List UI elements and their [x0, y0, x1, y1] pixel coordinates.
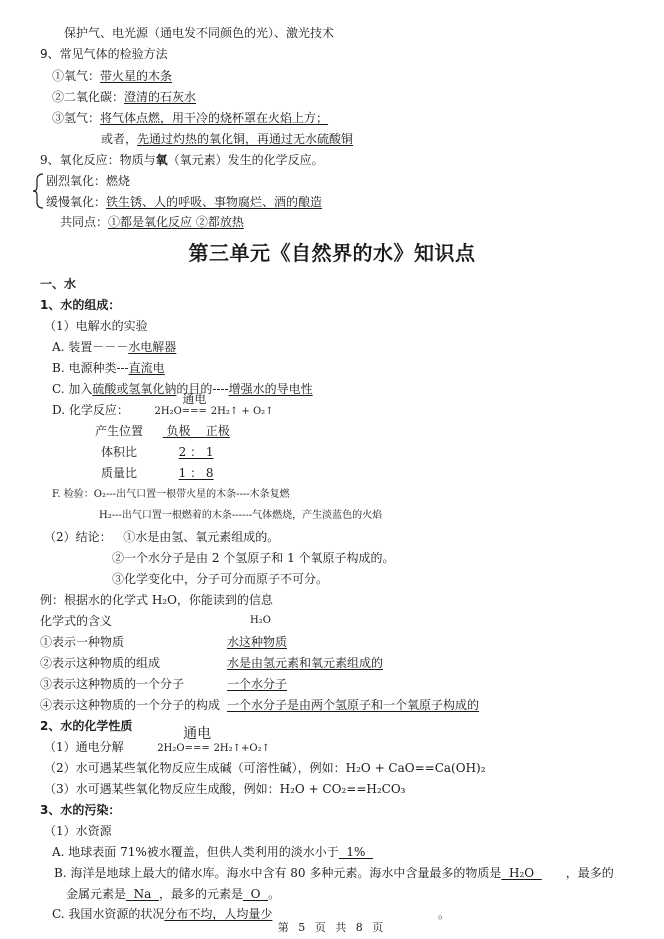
oxidation-heading-suffix: （氧元素）发生的化学反应。	[167, 153, 324, 167]
mass-value: 1 ： 8	[178, 466, 214, 480]
meaning-label: ③表示这种物质的一个分子	[40, 677, 185, 691]
resource-a	[52, 844, 373, 860]
item-d	[52, 392, 274, 420]
conclusion-text: ①水是由氢、氧元素组成的。	[123, 530, 280, 544]
gas-answer: 将气体点燃，用干冷的烧杯罩在火焰上方；	[100, 111, 329, 125]
conclusion-3: ③化学变化中，分子可分而原子不可分。	[112, 572, 329, 586]
volume-label: 体积比	[101, 445, 138, 459]
reaction-arrow	[181, 392, 207, 420]
prop-1-condition: 通电	[183, 726, 212, 742]
reaction-right: 2H₂↑ + O₂↑	[210, 406, 274, 417]
gas-label: ①氧气：	[52, 69, 101, 83]
meaning-label: ①表示一种物质	[40, 635, 125, 649]
resource-b-line2	[66, 886, 280, 902]
prop-1-right: 2H₂↑+O₂↑	[213, 743, 270, 754]
test-o2	[52, 487, 290, 503]
volume-value: 2 ： 1	[178, 445, 214, 459]
oxidation-heading-prefix: 9、氧化反应：物质与	[40, 153, 156, 167]
item-c-middle: 的目的----	[176, 382, 229, 396]
item-a	[52, 339, 176, 355]
meaning-label: ④表示这种物质的一个分子的构成	[40, 698, 221, 712]
position-pos: 正极	[205, 424, 230, 438]
alt-prefix: 或者，	[101, 132, 138, 146]
meaning-header: 化学式的含义	[40, 614, 113, 628]
resource-b-answer-3: O	[242, 887, 269, 901]
item-a-label: A. 装置－－－	[52, 340, 129, 354]
resource-b-prefix: 金属元素是	[66, 887, 127, 901]
item-c-underlined: 硫酸或氢氧化钠	[92, 382, 177, 396]
resource-b-text-2: ，最多的	[565, 866, 614, 880]
reaction-condition: 通电	[182, 392, 207, 406]
violent-oxidation	[46, 173, 130, 189]
volume-ratio-row	[101, 444, 214, 460]
gas-test-hydrogen	[52, 110, 328, 126]
violent-value: 燃烧	[106, 174, 131, 188]
item-c-answer: 增强水的导电性	[228, 382, 313, 396]
slow-oxidation	[46, 194, 322, 210]
item-b-answer: 直流电	[128, 361, 165, 375]
electrolysis-heading: （1）电解水的实验	[44, 319, 148, 333]
meaning-answer: 水是由氢元素和氧元素组成的	[227, 656, 384, 670]
prop-1-left: 2H₂O	[157, 743, 185, 754]
violent-label: 剧烈氧化：	[46, 174, 107, 188]
prop-1-arrow	[183, 726, 212, 757]
resource-a-text: A. 地球表面 71%被水覆盖，但供人类利用的淡水小于	[52, 845, 339, 859]
gas-answer: 澄清的石灰水	[124, 90, 197, 104]
resource-c-answer: 分布不均，人均量少	[164, 907, 273, 921]
resource-b	[54, 865, 614, 881]
test-h2: H₂---出气口置一根燃着的木条------气体燃烧，产生淡蓝色的火焰	[99, 510, 383, 521]
resource-c-text: C. 我国水资源的状况	[52, 907, 165, 921]
composition-heading: 1、水的组成：	[40, 298, 121, 312]
meaning-answer: 一个水分子	[227, 677, 288, 691]
gas-test-hydrogen-alt	[101, 131, 353, 147]
prop-1-equals: ===	[184, 743, 210, 754]
reaction-left: 2H₂O	[154, 406, 182, 417]
conclusion-label: （2）结论：	[44, 530, 112, 544]
slow-label: 缓慢氧化：	[46, 195, 107, 209]
position-neg: 负极	[166, 424, 191, 438]
conclusion-2: ②一个水分子是由 2 个氢原子和 1 个氧原子构成的。	[112, 551, 395, 565]
conclusion-1	[44, 529, 279, 545]
common-points	[60, 214, 244, 230]
item-b-label: B. 电源种类---	[52, 361, 129, 375]
gas-answer: 带火星的木条	[100, 69, 173, 83]
gas-test-co2	[52, 89, 196, 105]
prop-base: （2）水可遇某些氧化物反应生成碱（可溶性碱），例如：H₂O + CaO==Ca(OH)₂	[44, 761, 486, 775]
meaning-answer: 一个水分子是由两个氢原子和一个氧原子构成的	[227, 698, 480, 712]
item-d-label: D. 化学反应：	[52, 403, 129, 417]
curly-brace-icon	[32, 173, 44, 209]
item-b	[52, 360, 165, 376]
resource-b-mid: ，最多的元素是	[158, 887, 243, 901]
intro-line: 保护气、电光源（通电发不同颜色的光）、激光技术	[64, 26, 335, 40]
meaning-answer: 水这种物质	[227, 635, 288, 649]
oxidation-heading-bold: 氧	[155, 153, 168, 167]
resource-b-text: B. 海洋是地球上最大的储水库。海水中含有 80 多种元素。海水中含量最多的物质是	[54, 866, 502, 880]
position-values	[163, 424, 230, 438]
example-line: 例：根据水的化学式 H₂O，你能读到的信息	[40, 593, 273, 607]
resource-b-answer-1: H₂O	[501, 866, 542, 880]
common-label: 共同点：	[60, 215, 109, 229]
item-c-prefix: C. 加入	[52, 382, 93, 396]
page-number: 第 5 页 共 8 页	[277, 921, 387, 934]
resources-heading: （1）水资源	[44, 824, 112, 838]
item-a-answer: 水电解器	[128, 340, 177, 354]
common-value: ①都是氧化反应 ②都放热	[108, 215, 244, 229]
gas-tests-heading: 9、常见气体的检验方法	[40, 47, 168, 61]
resource-b-answer-2: Na	[126, 887, 159, 901]
alt-answer: 先通过灼热的氧化铜，再通过无水硫酸铜	[137, 132, 354, 146]
meaning-label: ②表示这种物质的组成	[40, 656, 161, 670]
reaction-equals: ===	[181, 406, 207, 417]
chemical-props-heading: 2、水的化学性质	[40, 719, 133, 733]
gas-label: ②二氧化碳：	[52, 90, 125, 104]
gas-position-row	[95, 423, 230, 439]
resource-a-answer: 1%	[338, 845, 374, 859]
test-o2-text: O₂---出气口置一根带火星的木条----木条复燃	[93, 489, 290, 500]
section-water: 一、水	[40, 277, 77, 291]
prop-electrolysis	[44, 726, 270, 757]
resource-c-end: 。	[438, 907, 451, 921]
resource-b-end: 。	[268, 887, 281, 901]
gas-test-oxygen	[52, 68, 172, 84]
test-label: F. 检验：	[52, 489, 94, 500]
mass-ratio-row	[101, 465, 214, 481]
position-label: 产生位置	[95, 424, 144, 438]
formula-header: H₂O	[250, 615, 271, 626]
gas-label: ③氢气：	[52, 111, 101, 125]
pollution-heading: 3、水的污染：	[40, 803, 121, 817]
slow-value: 铁生锈、人的呼吸、事物腐烂、酒的酿造	[106, 195, 323, 209]
prop-1-label: （1）通电分解	[44, 740, 124, 754]
unit-title: 第三单元《自然界的水》知识点	[188, 241, 476, 265]
prop-acid: （3）水可遇某些氧化物反应生成酸，例如：H₂O + CO₂==H₂CO₃	[44, 782, 406, 796]
oxidation-heading	[40, 152, 324, 168]
mass-label: 质量比	[101, 466, 138, 480]
